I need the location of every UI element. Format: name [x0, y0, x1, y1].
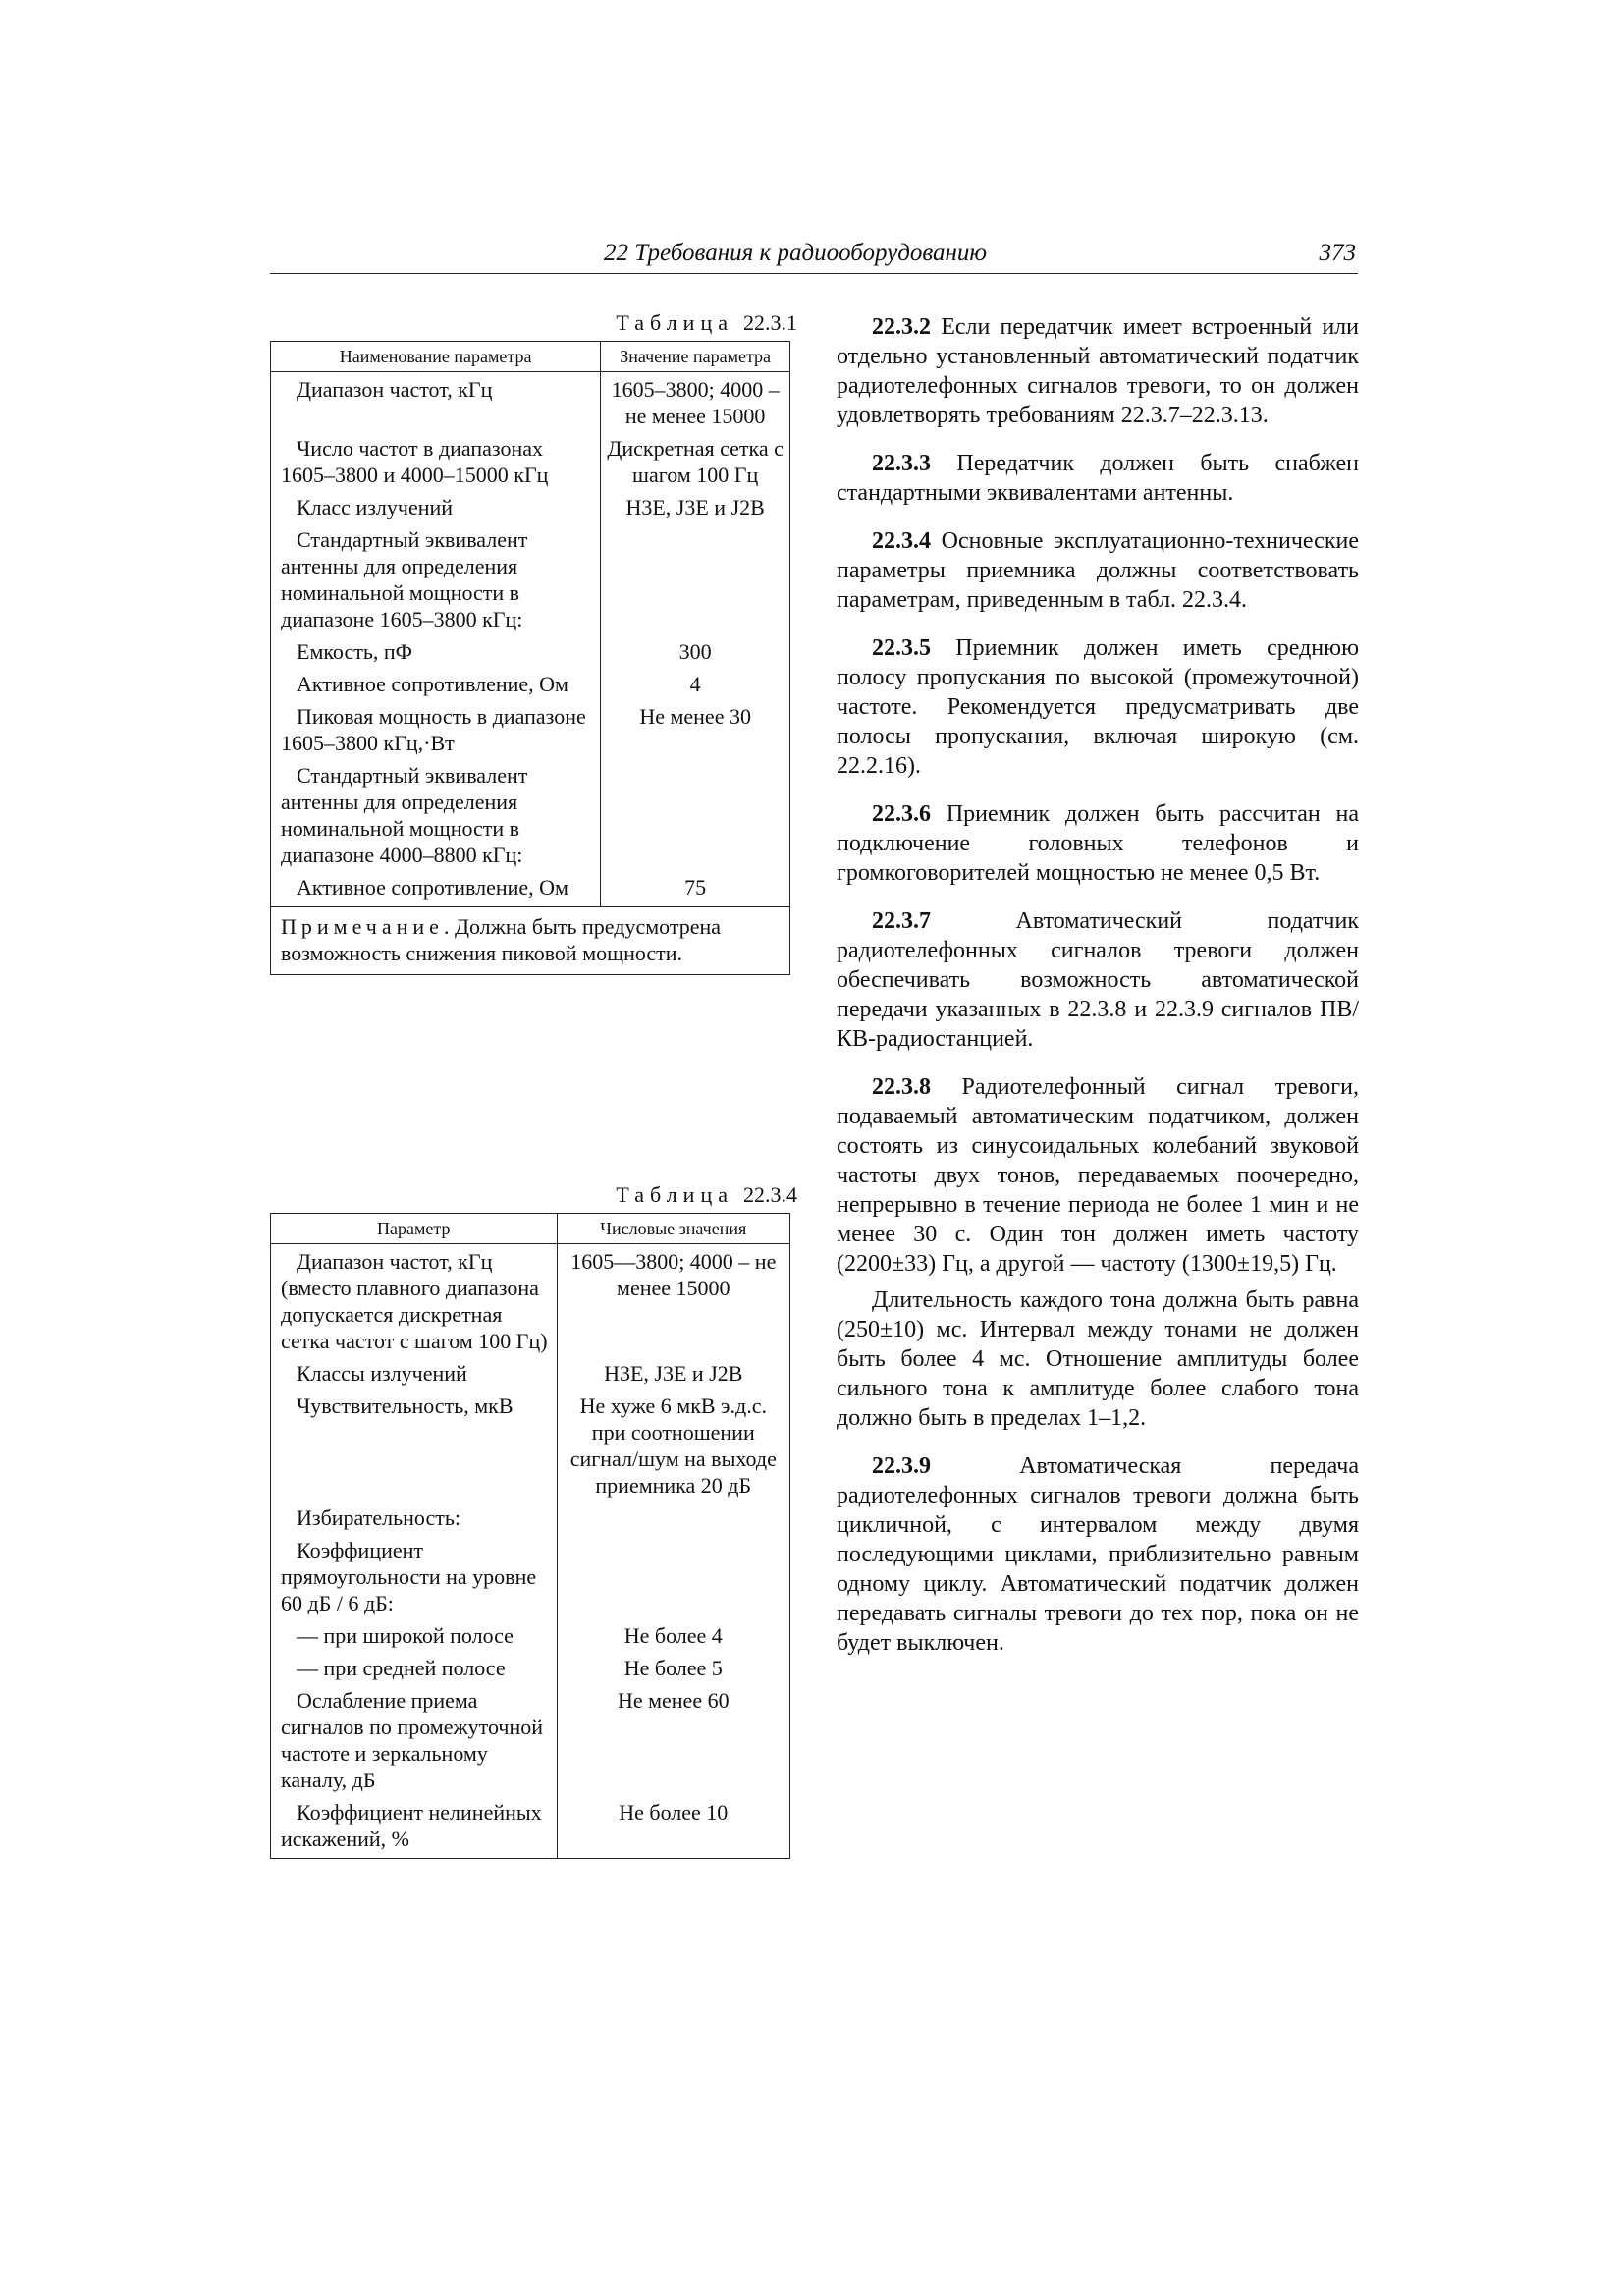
table2-param: Избирательность:: [297, 1505, 460, 1530]
table2-param: Коэффициент нелинейных искажений, %: [281, 1800, 542, 1851]
table2-param: Ослабление приема сигналов по промежуточной частоте и зеркальному каналу, дБ: [281, 1688, 544, 1792]
table1-param: Диапазон частот, кГц: [297, 377, 493, 402]
table1-caption-number: 22.3.1: [743, 310, 797, 335]
table1-param: Число частот в диапазонах 1605–3800 и 4000–15000 кГц: [281, 436, 549, 487]
section-text: Приемник должен быть рассчитан на подключение головных телефонов и громкоговорителей мощностью не менее 0,5 Вт.: [837, 801, 1359, 886]
table-row: [271, 638, 790, 671]
table1-param: Емкость, пФ: [297, 639, 413, 664]
section-22-3-3: [837, 449, 1359, 508]
section-22-3-6: [837, 799, 1359, 888]
table2-param: Коэффициент прямоугольности на уровне 60 дБ / 6 дБ:: [281, 1538, 537, 1615]
section-text: Автоматический податчик радиотелефонных сигналов тревоги должен обеспечивать возможность автоматической передачи указанных в 22.3.8 и 22.3.9 сигналов ПВ/КВ-радиостанцией.: [837, 908, 1359, 1052]
table2-value: Не более 5: [557, 1655, 789, 1687]
section-22-3-4: [837, 526, 1359, 615]
table-row: [271, 1360, 790, 1393]
table-row: [271, 435, 790, 494]
table2-param: Диапазон частот, кГц (вместо плавного диапазона допускается дискретная сетка частот с шагом 100 Гц): [281, 1249, 548, 1353]
table-row: [271, 1393, 790, 1504]
table-row: [271, 526, 790, 638]
table2-caption-number: 22.3.4: [743, 1182, 797, 1207]
table2-param: Классы излучений: [297, 1361, 467, 1386]
table1-param: Активное сопротивление, Ом: [297, 875, 568, 900]
table-row: [271, 1244, 790, 1361]
table1-param: Класс излучений: [297, 495, 454, 519]
table1-value: 1605–3800; 4000 – не менее 15000: [601, 372, 790, 436]
note-label: Примечание: [281, 914, 444, 939]
table2-value: [557, 1504, 789, 1537]
table2-caption-word: Таблица: [616, 1182, 733, 1207]
section-text: Передатчик должен быть снабжен стандартными эквивалентами антенны.: [837, 451, 1359, 506]
section-text: Основные эксплуатационно-технические параметры приемника должны соответствовать параметрам, приведенным в табл. 22.3.4.: [837, 528, 1359, 613]
table-row: [271, 494, 790, 526]
table-row: [271, 1622, 790, 1655]
table1-value: [601, 526, 790, 638]
table1-value: 75: [601, 874, 790, 907]
table1-value: 4: [601, 671, 790, 703]
table1-value: Н3Е, J3E и J2B: [601, 494, 790, 526]
running-header: [270, 240, 1358, 274]
table-row: [271, 1504, 790, 1537]
section-number: 22.3.2: [872, 314, 931, 340]
table1-param: Стандартный эквивалент антенны для определения номинальной мощности в диапазоне 4000–8800 кГц:: [281, 763, 528, 867]
table2-value: Н3Е, J3E и J2B: [557, 1360, 789, 1393]
section-number: 22.3.7: [872, 908, 931, 934]
table1-note: [271, 907, 790, 975]
table2-value: Не менее 60: [557, 1687, 789, 1799]
table2-value: 1605—3800; 4000 – не менее 15000: [557, 1244, 789, 1361]
right-column-text: [837, 312, 1359, 1676]
table2-value: Не хуже 6 мкВ э.д.с. при соотношении сигнал/шум на выходе приемника 20 дБ: [557, 1393, 789, 1504]
page-number: 373: [1319, 240, 1356, 266]
table1-value: [601, 762, 790, 874]
table2-header-param: Параметр: [271, 1214, 558, 1244]
table2-param: Чувствительность, мкВ: [297, 1394, 514, 1418]
section-text: Приемник должен иметь среднюю полосу пропускания по высокой (промежуточной) частоте. Рекомендуется предусматривать две полосы пропускания, включая широкую (см. 22.2.16).: [837, 635, 1359, 779]
table1-param: Пиковая мощность в диапазоне 1605–3800 кГц,·Вт: [281, 704, 586, 755]
section-number: 22.3.3: [872, 451, 931, 476]
table1-param: Стандартный эквивалент антенны для определения номинальной мощности в диапазоне 1605–3800 кГц:: [281, 527, 528, 631]
table1-value: Дискретная сетка с шагом 100 Гц: [601, 435, 790, 494]
table1-caption-word: Таблица: [616, 310, 733, 335]
table1-header-param: Наименование параметра: [271, 342, 601, 372]
section-22-3-7: [837, 906, 1359, 1054]
table-22-3-1: [270, 341, 790, 975]
table2-value: Не более 4: [557, 1622, 789, 1655]
table-row: [271, 703, 790, 762]
table-row: [271, 1687, 790, 1799]
table2-header-value: Числовые значения: [557, 1214, 789, 1244]
table-row: [271, 762, 790, 874]
section-number: 22.3.6: [872, 801, 931, 827]
table2-value: Не более 10: [557, 1799, 789, 1859]
table1-caption: [550, 310, 797, 336]
section-22-3-8: [837, 1072, 1359, 1279]
section-22-3-5: [837, 633, 1359, 781]
table1-param: Активное сопротивление, Ом: [297, 672, 568, 696]
table-row: [271, 1655, 790, 1687]
section-22-3-8-continued: [837, 1285, 1359, 1433]
table-row: [271, 1799, 790, 1859]
chapter-title: 22 Требования к радиооборудованию: [604, 240, 988, 266]
note-text: . Должна быть предусмотрена возможность снижения пиковой мощности.: [281, 914, 722, 965]
table1-value: 300: [601, 638, 790, 671]
table-row: [271, 372, 790, 436]
section-22-3-2: [837, 312, 1359, 430]
table-22-3-4: [270, 1213, 790, 1859]
section-number: 22.3.4: [872, 528, 931, 554]
table-row: [271, 1537, 790, 1622]
section-text: Если передатчик имеет встроенный или отдельно установленный автоматический податчик радиотелефонных сигналов тревоги, то он должен удовлетворять требованиям 22.3.7–22.3.13.: [837, 314, 1359, 428]
section-number: 22.3.9: [872, 1453, 931, 1479]
table-row: [271, 671, 790, 703]
table-note-row: [271, 907, 790, 975]
table2-param: — при широкой полосе: [297, 1623, 514, 1648]
section-number: 22.3.8: [872, 1074, 931, 1100]
table2-value: [557, 1537, 789, 1622]
section-22-3-9: [837, 1451, 1359, 1658]
section-text: Радиотелефонный сигнал тревоги, подаваемый автоматическим податчиком, должен состоять из синусоидальных колебаний звуковой частоты двух тонов, передаваемых поочередно, непрерывно в течение периода не более 1 мин и не менее 30 с. Один тон должен иметь частоту (2200±33) Гц, а другой — частоту (1300±19,5) Гц.: [837, 1074, 1359, 1277]
table2-caption: [550, 1182, 797, 1208]
table-row: [271, 874, 790, 907]
section-number: 22.3.5: [872, 635, 931, 661]
section-text: Автоматическая передача радиотелефонных сигналов тревоги должна быть цикличной, с интервалом между двумя последующими циклами, приблизительно равным одному циклу. Автоматический податчик должен передавать сигналы тревоги до тех пор, пока он не будет выключен.: [837, 1453, 1359, 1656]
table1-header-value: Значение параметра: [601, 342, 790, 372]
section-text: Длительность каждого тона должна быть равна (250±10) мс. Интервал между тонами не должен быть более 4 мс. Отношение амплитуды более сильного тона к амплитуде более слабого тона должно быть в пределах 1–1,2.: [837, 1287, 1359, 1431]
table2-param: — при средней полосе: [297, 1656, 506, 1680]
table1-value: Не менее 30: [601, 703, 790, 762]
